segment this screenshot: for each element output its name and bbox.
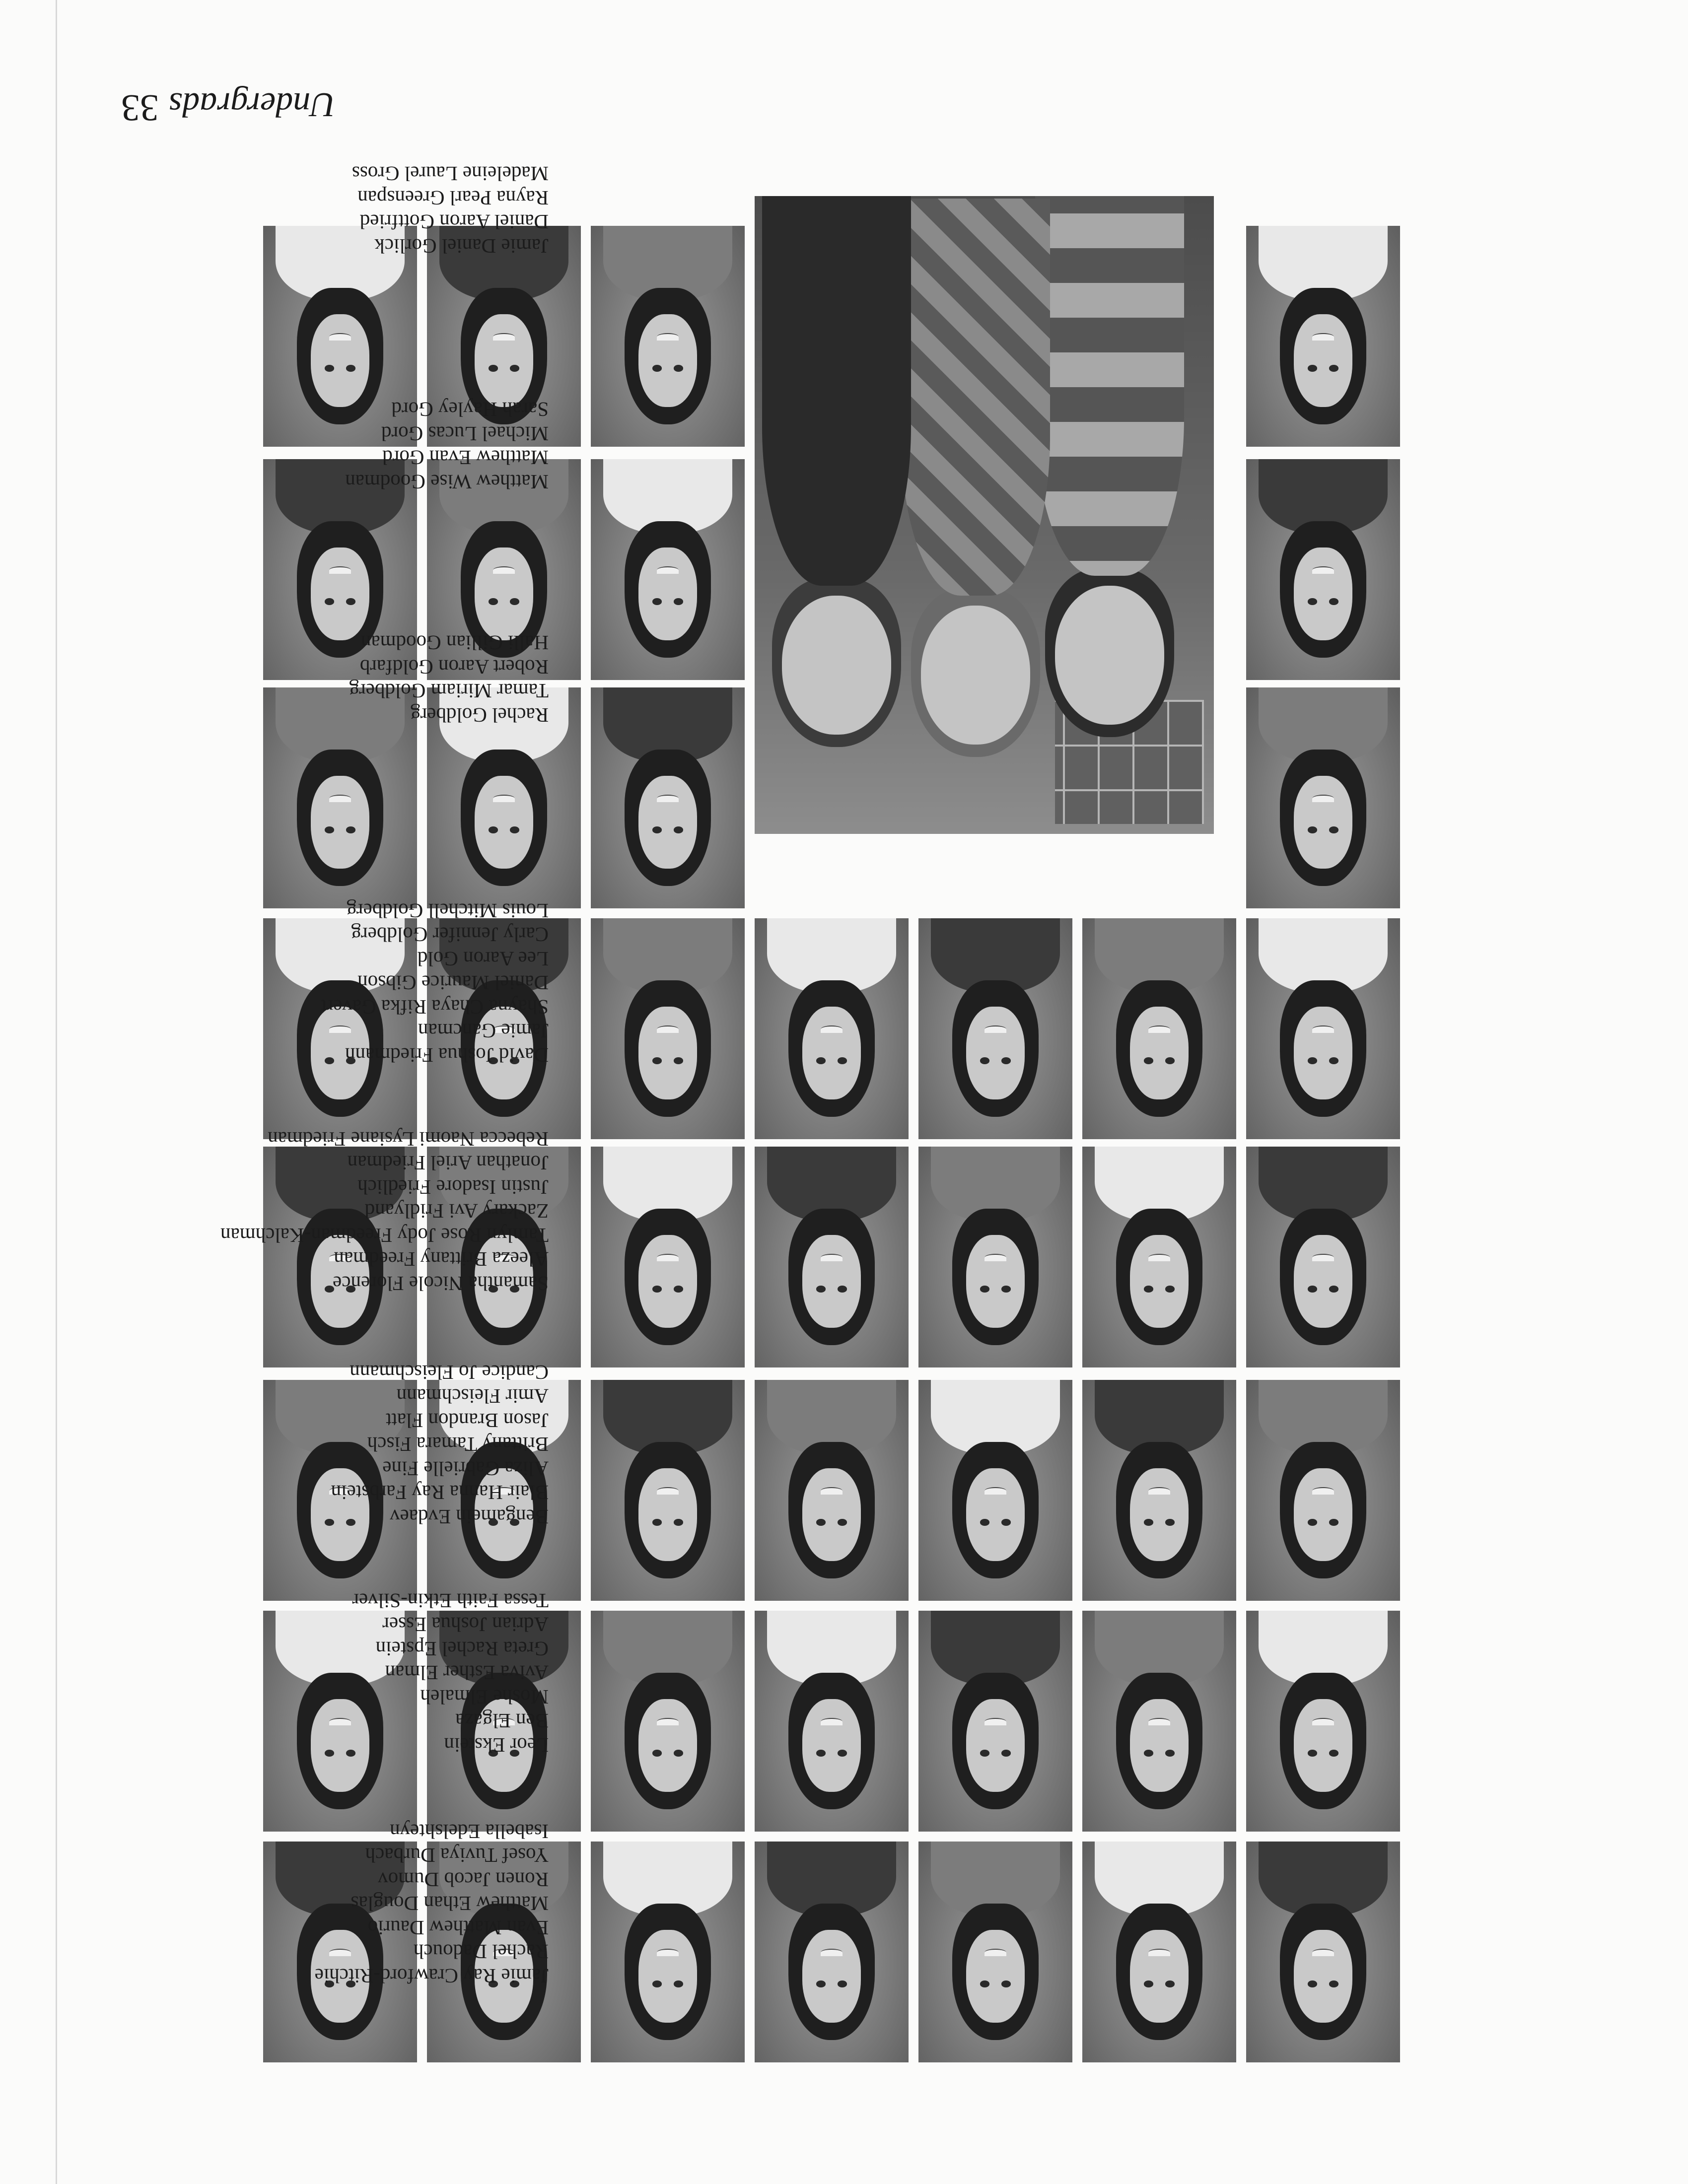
student-name: Matthew Evan Gord xyxy=(382,446,549,470)
student-name: Shayna Chaya Rifka Gavert xyxy=(321,996,549,1019)
student-name: Adrian Joshua Esser xyxy=(382,1613,549,1637)
name-block xyxy=(349,631,549,727)
student-name: Aliza Gabrielle Fine xyxy=(382,1457,549,1480)
name-block xyxy=(315,1820,549,1988)
student-name: Samantha Nicole Florence xyxy=(333,1272,549,1295)
student-name: Aviva Esther Elman xyxy=(385,1661,549,1685)
student-name: Rebecca Naomi Lysiane Friedman xyxy=(268,1128,549,1151)
student-name: Rayna Pearl Greenspan xyxy=(357,187,549,209)
student-portrait xyxy=(591,918,745,1139)
student-portrait xyxy=(1082,1147,1236,1367)
student-name: Blair Hanna Ray Farbstein xyxy=(331,1481,549,1504)
student-portrait xyxy=(755,1380,909,1601)
student-name: Matthew Ethan Douglas xyxy=(351,1892,549,1915)
student-portrait xyxy=(755,1842,909,2062)
student-portrait xyxy=(755,918,909,1139)
student-name: Justin Isadore Friedlich xyxy=(357,1176,549,1199)
student-name: Louis Mitchell Goldberg xyxy=(347,899,549,922)
student-name: Bengamein Evdaev xyxy=(390,1505,549,1528)
student-name: Lee Aaron Gold xyxy=(417,948,549,970)
student-portrait xyxy=(591,1611,745,1832)
student-portrait xyxy=(591,687,745,908)
student-name: Jamie Ray Crawford-Ritchie xyxy=(314,1965,549,1987)
student-name: Aleeza Brittany Freedman xyxy=(334,1248,549,1271)
student-portrait xyxy=(755,1147,909,1367)
student-portrait xyxy=(918,1147,1072,1367)
student-portrait xyxy=(1246,459,1400,680)
student-name: Tessa Faith Etkin-Silver xyxy=(352,1589,549,1612)
student-portrait xyxy=(755,1611,909,1832)
scan-margin-line xyxy=(56,0,57,2184)
student-name: Jason Brandon Flatt xyxy=(386,1409,549,1432)
student-name: Rachel Dadouch xyxy=(413,1940,549,1964)
student-name: Jamie Gancman xyxy=(418,1020,549,1043)
student-portrait xyxy=(591,1380,745,1601)
student-portrait xyxy=(591,1842,745,2062)
student-portrait xyxy=(1246,1380,1400,1601)
student-name: Moshe Elmaleh xyxy=(420,1686,549,1708)
name-block xyxy=(331,1361,549,1529)
student-portrait xyxy=(1246,1611,1400,1832)
student-name: Halli Gillian Goodman xyxy=(360,631,549,655)
student-portrait xyxy=(591,459,745,680)
student-name: Ronen Jacob Dumov xyxy=(378,1868,549,1891)
name-block xyxy=(352,162,549,258)
student-name: Matthew Wise Goodman xyxy=(345,471,549,493)
student-name: Tamar Miriam Goldberg xyxy=(349,680,549,703)
student-name: Tamlyn Rose Jody Freedman-Kalchman xyxy=(220,1224,549,1247)
section-title: Undergrads xyxy=(169,85,336,124)
student-name: Candice Jo Fleischmann xyxy=(350,1361,549,1384)
page-number: 33 xyxy=(121,87,159,129)
student-portrait xyxy=(1246,687,1400,908)
student-name: Rachel Goldberg xyxy=(410,704,549,727)
student-name: Sarah Hayley Gord xyxy=(391,398,549,421)
student-portrait xyxy=(591,1147,745,1367)
student-name: Brittany Tamara Fisch xyxy=(367,1433,549,1456)
name-block xyxy=(220,1127,549,1296)
group-photo xyxy=(755,196,1214,834)
student-portrait xyxy=(918,1842,1072,2062)
name-block xyxy=(352,1589,549,1758)
student-name: Daniel Aaron Gottfried xyxy=(359,210,549,234)
student-portrait xyxy=(1246,1842,1400,2062)
student-portrait xyxy=(1246,1147,1400,1367)
student-portrait xyxy=(1246,918,1400,1139)
student-portrait xyxy=(1246,226,1400,447)
student-portrait xyxy=(1082,1380,1236,1601)
student-name: Evan Matthew Daurio xyxy=(367,1916,549,1939)
student-name: David Joshua Friedmann xyxy=(345,1044,549,1067)
student-name: Daniel Maurice Gibson xyxy=(357,971,549,995)
student-name: Greta Rachel Epstein xyxy=(375,1638,549,1660)
student-portrait xyxy=(918,918,1072,1139)
student-name: Amir Fleischmann xyxy=(396,1385,549,1408)
student-name: Carly Jennifer Goldberg xyxy=(351,923,549,947)
student-name: Ben Elgaza xyxy=(455,1709,549,1733)
student-name: Michael Lucas Gord xyxy=(381,422,549,445)
student-portrait xyxy=(1082,1611,1236,1832)
name-block xyxy=(321,899,549,1068)
student-portrait xyxy=(1082,918,1236,1139)
name-block xyxy=(345,398,549,494)
student-portrait xyxy=(1082,1842,1236,2062)
student-name: Yosef Tuviya Durbach xyxy=(365,1844,549,1867)
student-name: Jamie Daniel Gorlick xyxy=(374,235,549,258)
student-portrait xyxy=(591,226,745,447)
student-portrait xyxy=(918,1380,1072,1601)
student-portrait xyxy=(918,1611,1072,1832)
student-name: Zackary Avi Fridlyand xyxy=(364,1200,549,1223)
student-name: Leor Ekstein xyxy=(444,1734,549,1757)
student-name: Madeleine Laurel Gross xyxy=(352,162,549,186)
student-name: Robert Aaron Goldfarb xyxy=(359,656,549,679)
student-name: Jonathan Ariel Friedman xyxy=(347,1152,549,1175)
student-name: Isabella Edelshteyn xyxy=(390,1820,549,1843)
